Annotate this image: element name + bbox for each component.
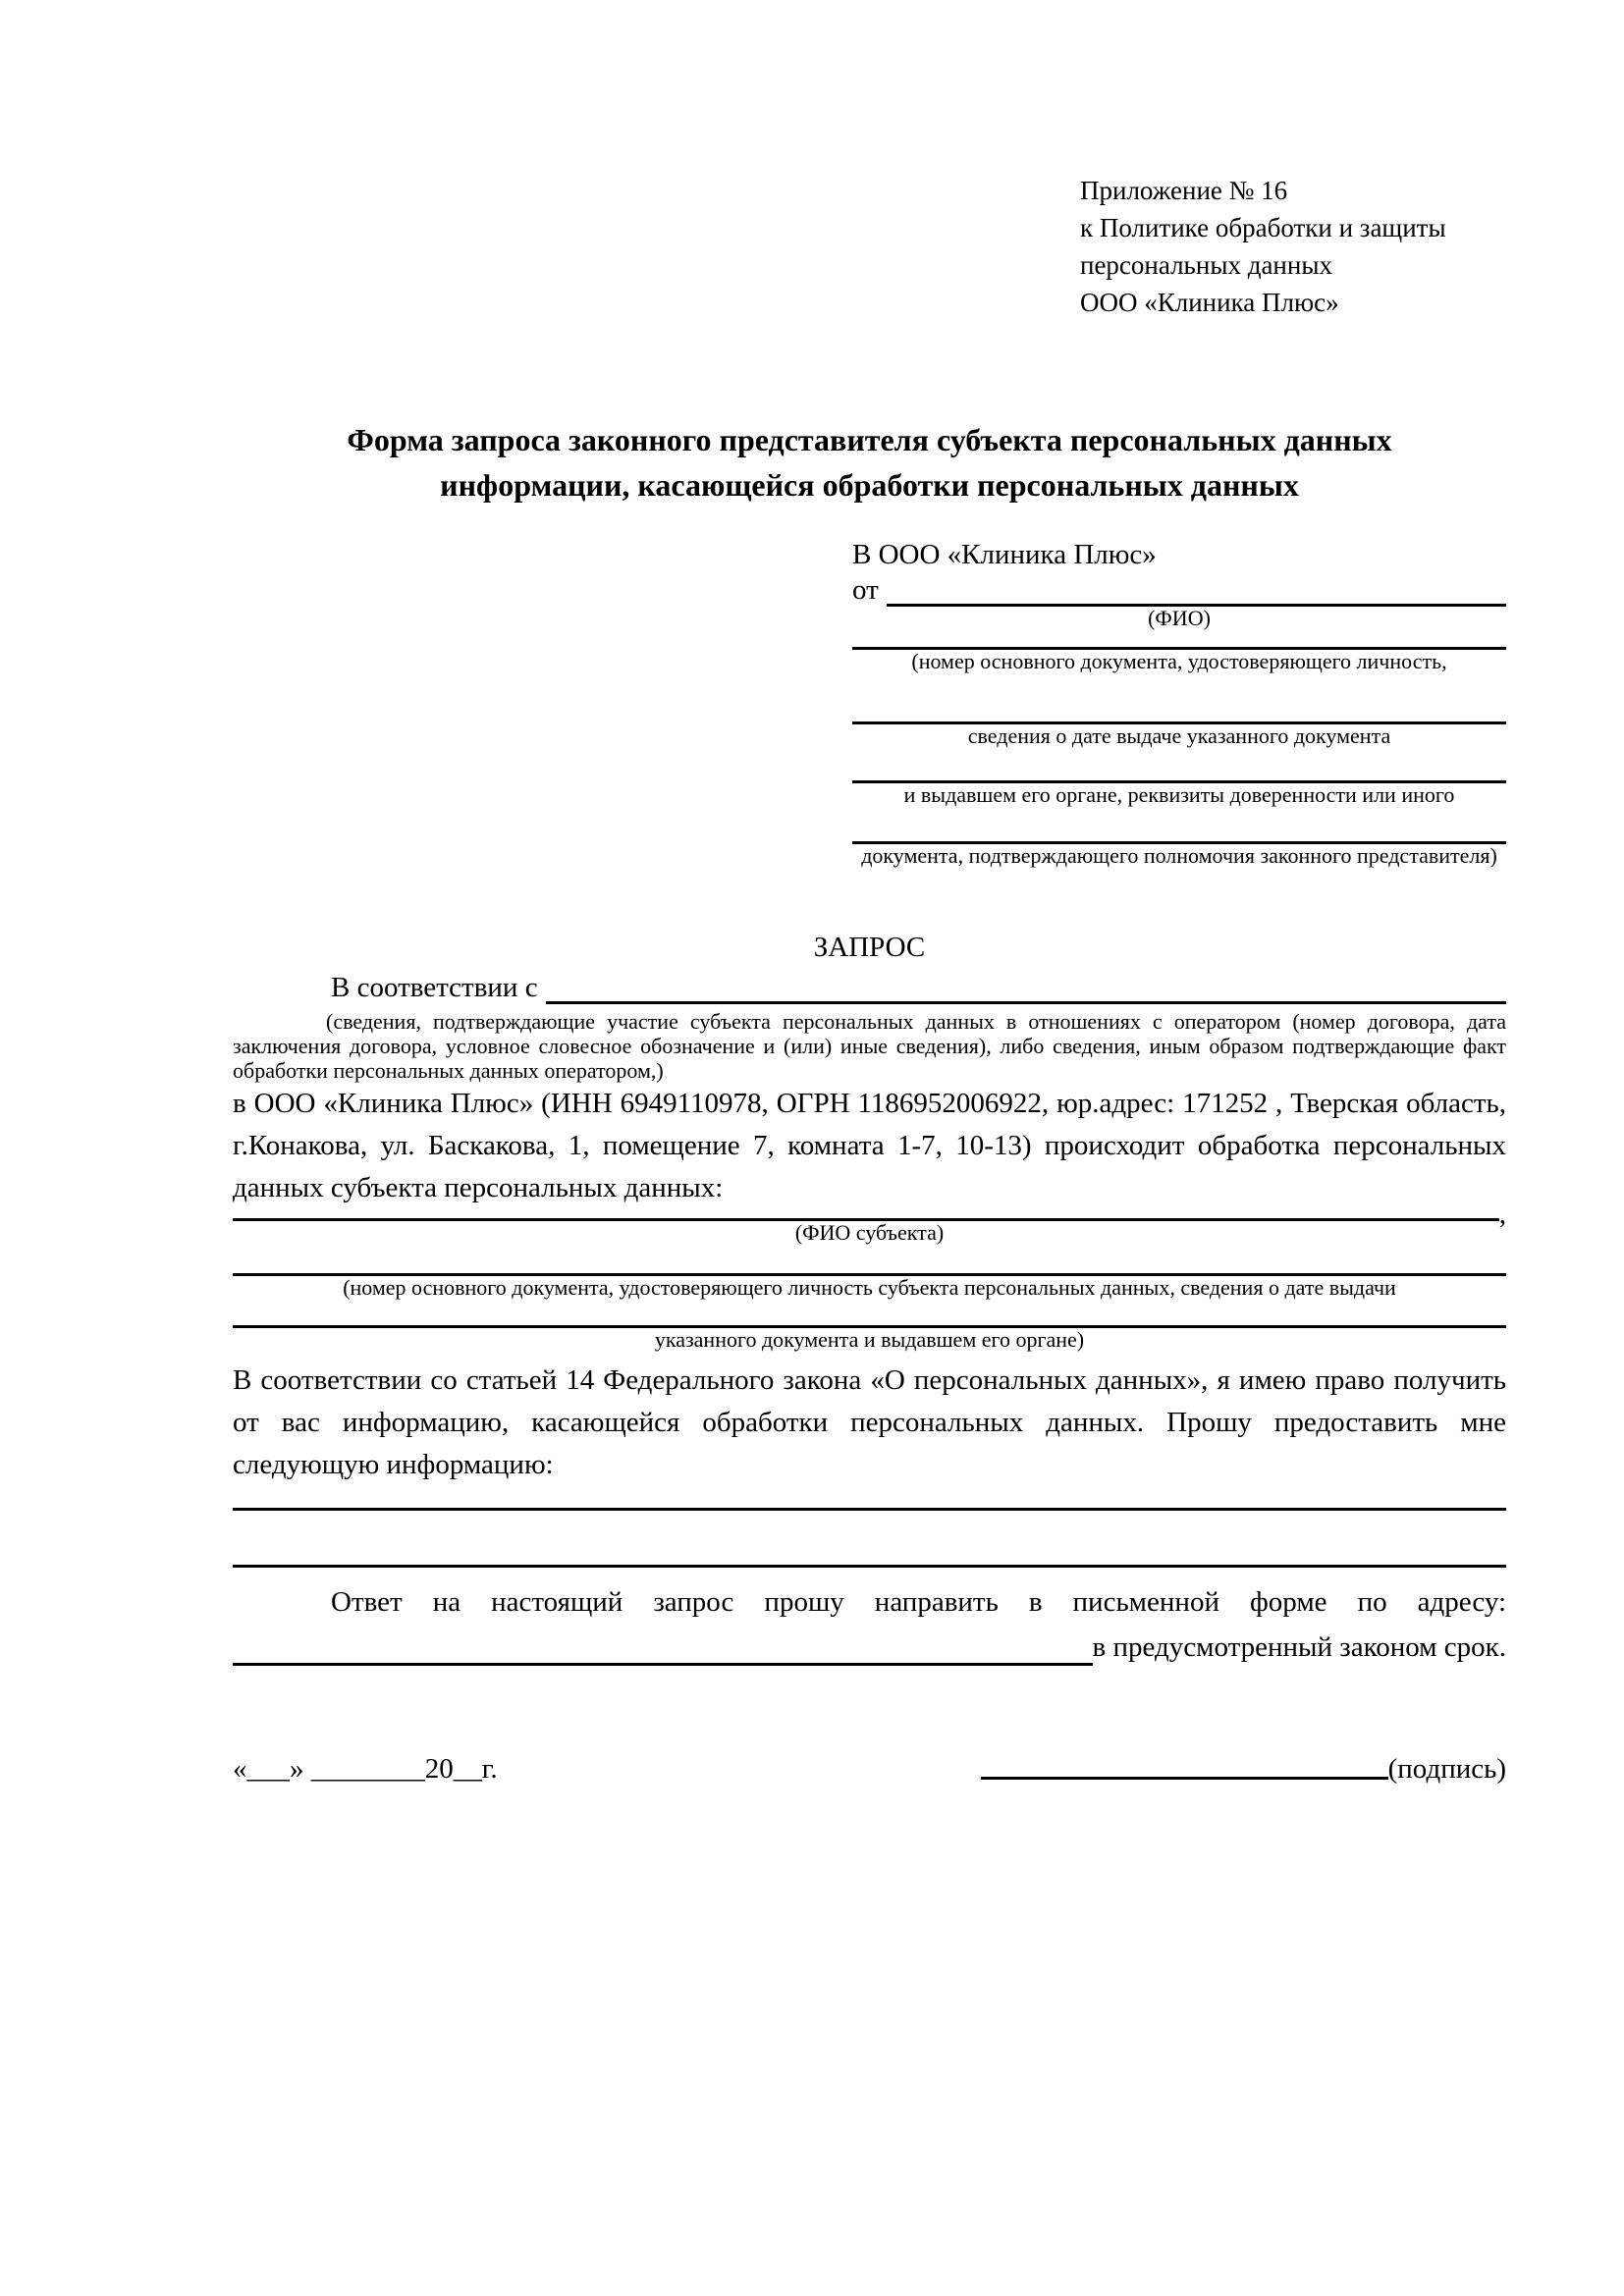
request-basis-row <box>233 971 1506 1004</box>
date-line: «___» ________20__г. <box>233 1753 498 1785</box>
appendix-header-line-2: к Политике обработки и защиты <box>1080 213 1446 242</box>
from-field-row <box>852 574 1506 607</box>
representative-document-field-line-3 <box>852 747 1506 783</box>
reply-address-sentence: Ответ на настоящий запрос прошу направить в письменной форме по адресу: <box>331 1586 1506 1618</box>
addressee-block <box>852 535 1506 867</box>
addressee-organization: В ООО «Клиника Плюс» <box>852 539 1157 570</box>
document-title-line-2: информации, касающейся обработки персональных данных <box>440 467 1299 503</box>
representative-document-field-line-2 <box>852 672 1506 724</box>
subject-fio-trailing-comma: , <box>1498 1199 1506 1230</box>
subject-document-field-line-2 <box>233 1299 1506 1328</box>
appendix-header-line-1: Приложение № 16 <box>1080 176 1288 205</box>
subject-document-caption-1: (номер основного документа, удостоверяющего личность субъекта персональных данных, сведения о дате выдачи <box>343 1275 1396 1300</box>
subject-document-caption-2: указанного документа и выдавшем его органе) <box>654 1327 1085 1352</box>
document-title-line-1: Форма запроса законного представителя субъекта персональных данных <box>347 422 1392 457</box>
request-basis-label: В соответствии с <box>331 972 538 1003</box>
document-title <box>233 417 1506 507</box>
representative-document-caption-3: и выдавшем его органе, реквизиты доверенности или иного <box>903 782 1455 807</box>
subject-document-field-line-1 <box>233 1244 1506 1276</box>
signature-block <box>981 1752 1506 1786</box>
fio-caption: (ФИО) <box>1148 606 1211 630</box>
signature-field-line <box>981 1777 1388 1780</box>
request-heading: ЗАПРОС <box>813 932 926 963</box>
operator-paragraph: в ООО «Клиника Плюс» (ИНН 6949110978, ОГРН 1186952006922, юр.адрес: 171252 , Тверская область, г.Конакова, ул. Баскакова, 1, помещение 7, комната 1-7, 10-13) происходит обработка персональных данных субъекта персональных данных: <box>233 1088 1506 1203</box>
reply-deadline-text: в предусмотренный законом срок. <box>1092 1631 1506 1663</box>
request-basis-field-line <box>546 1001 1506 1004</box>
from-label: от <box>852 574 879 606</box>
reply-address-field-row <box>233 1624 1506 1666</box>
subject-fio-caption: (ФИО субъекта) <box>794 1220 945 1245</box>
date-signature-row <box>233 1752 1506 1786</box>
representative-document-caption-4: документа, подтверждающего полномочия законного представителя) <box>861 843 1497 868</box>
appendix-header-line-3: персональных данных <box>1080 250 1332 280</box>
appendix-header <box>1080 172 1506 321</box>
signature-caption: (подпись) <box>1387 1753 1506 1785</box>
reply-address-field-line <box>233 1663 1093 1666</box>
law-paragraph: В соответствии со статьей 14 Федерального закона «О персональных данных», я имею право получить от вас информацию, касающейся обработки персональных данных. Прошу предоставить мне следующую информацию: <box>233 1364 1506 1480</box>
appendix-header-line-4: ООО «Клиника Плюс» <box>1080 288 1339 317</box>
representative-document-caption-1: (номер основного документа, удостоверяющего личность, <box>911 649 1447 673</box>
request-basis-note: (сведения, подтверждающие участие субъекта персональных данных в отношениях с оператором (номер договора, дата заключения договора, условное словесное обозначение и (или) иные сведения), либо сведения, иным образом подтверждающие факт обработки персональных данных оператором,) <box>233 1009 1506 1083</box>
representative-document-field-line-4 <box>852 806 1506 844</box>
requested-information-field-line-2 <box>233 1511 1506 1568</box>
representative-document-caption-2: сведения о дате выдаче указанного документа <box>967 723 1391 748</box>
requested-information-field-line-1 <box>233 1486 1506 1511</box>
representative-document-field-line-1 <box>852 629 1506 650</box>
